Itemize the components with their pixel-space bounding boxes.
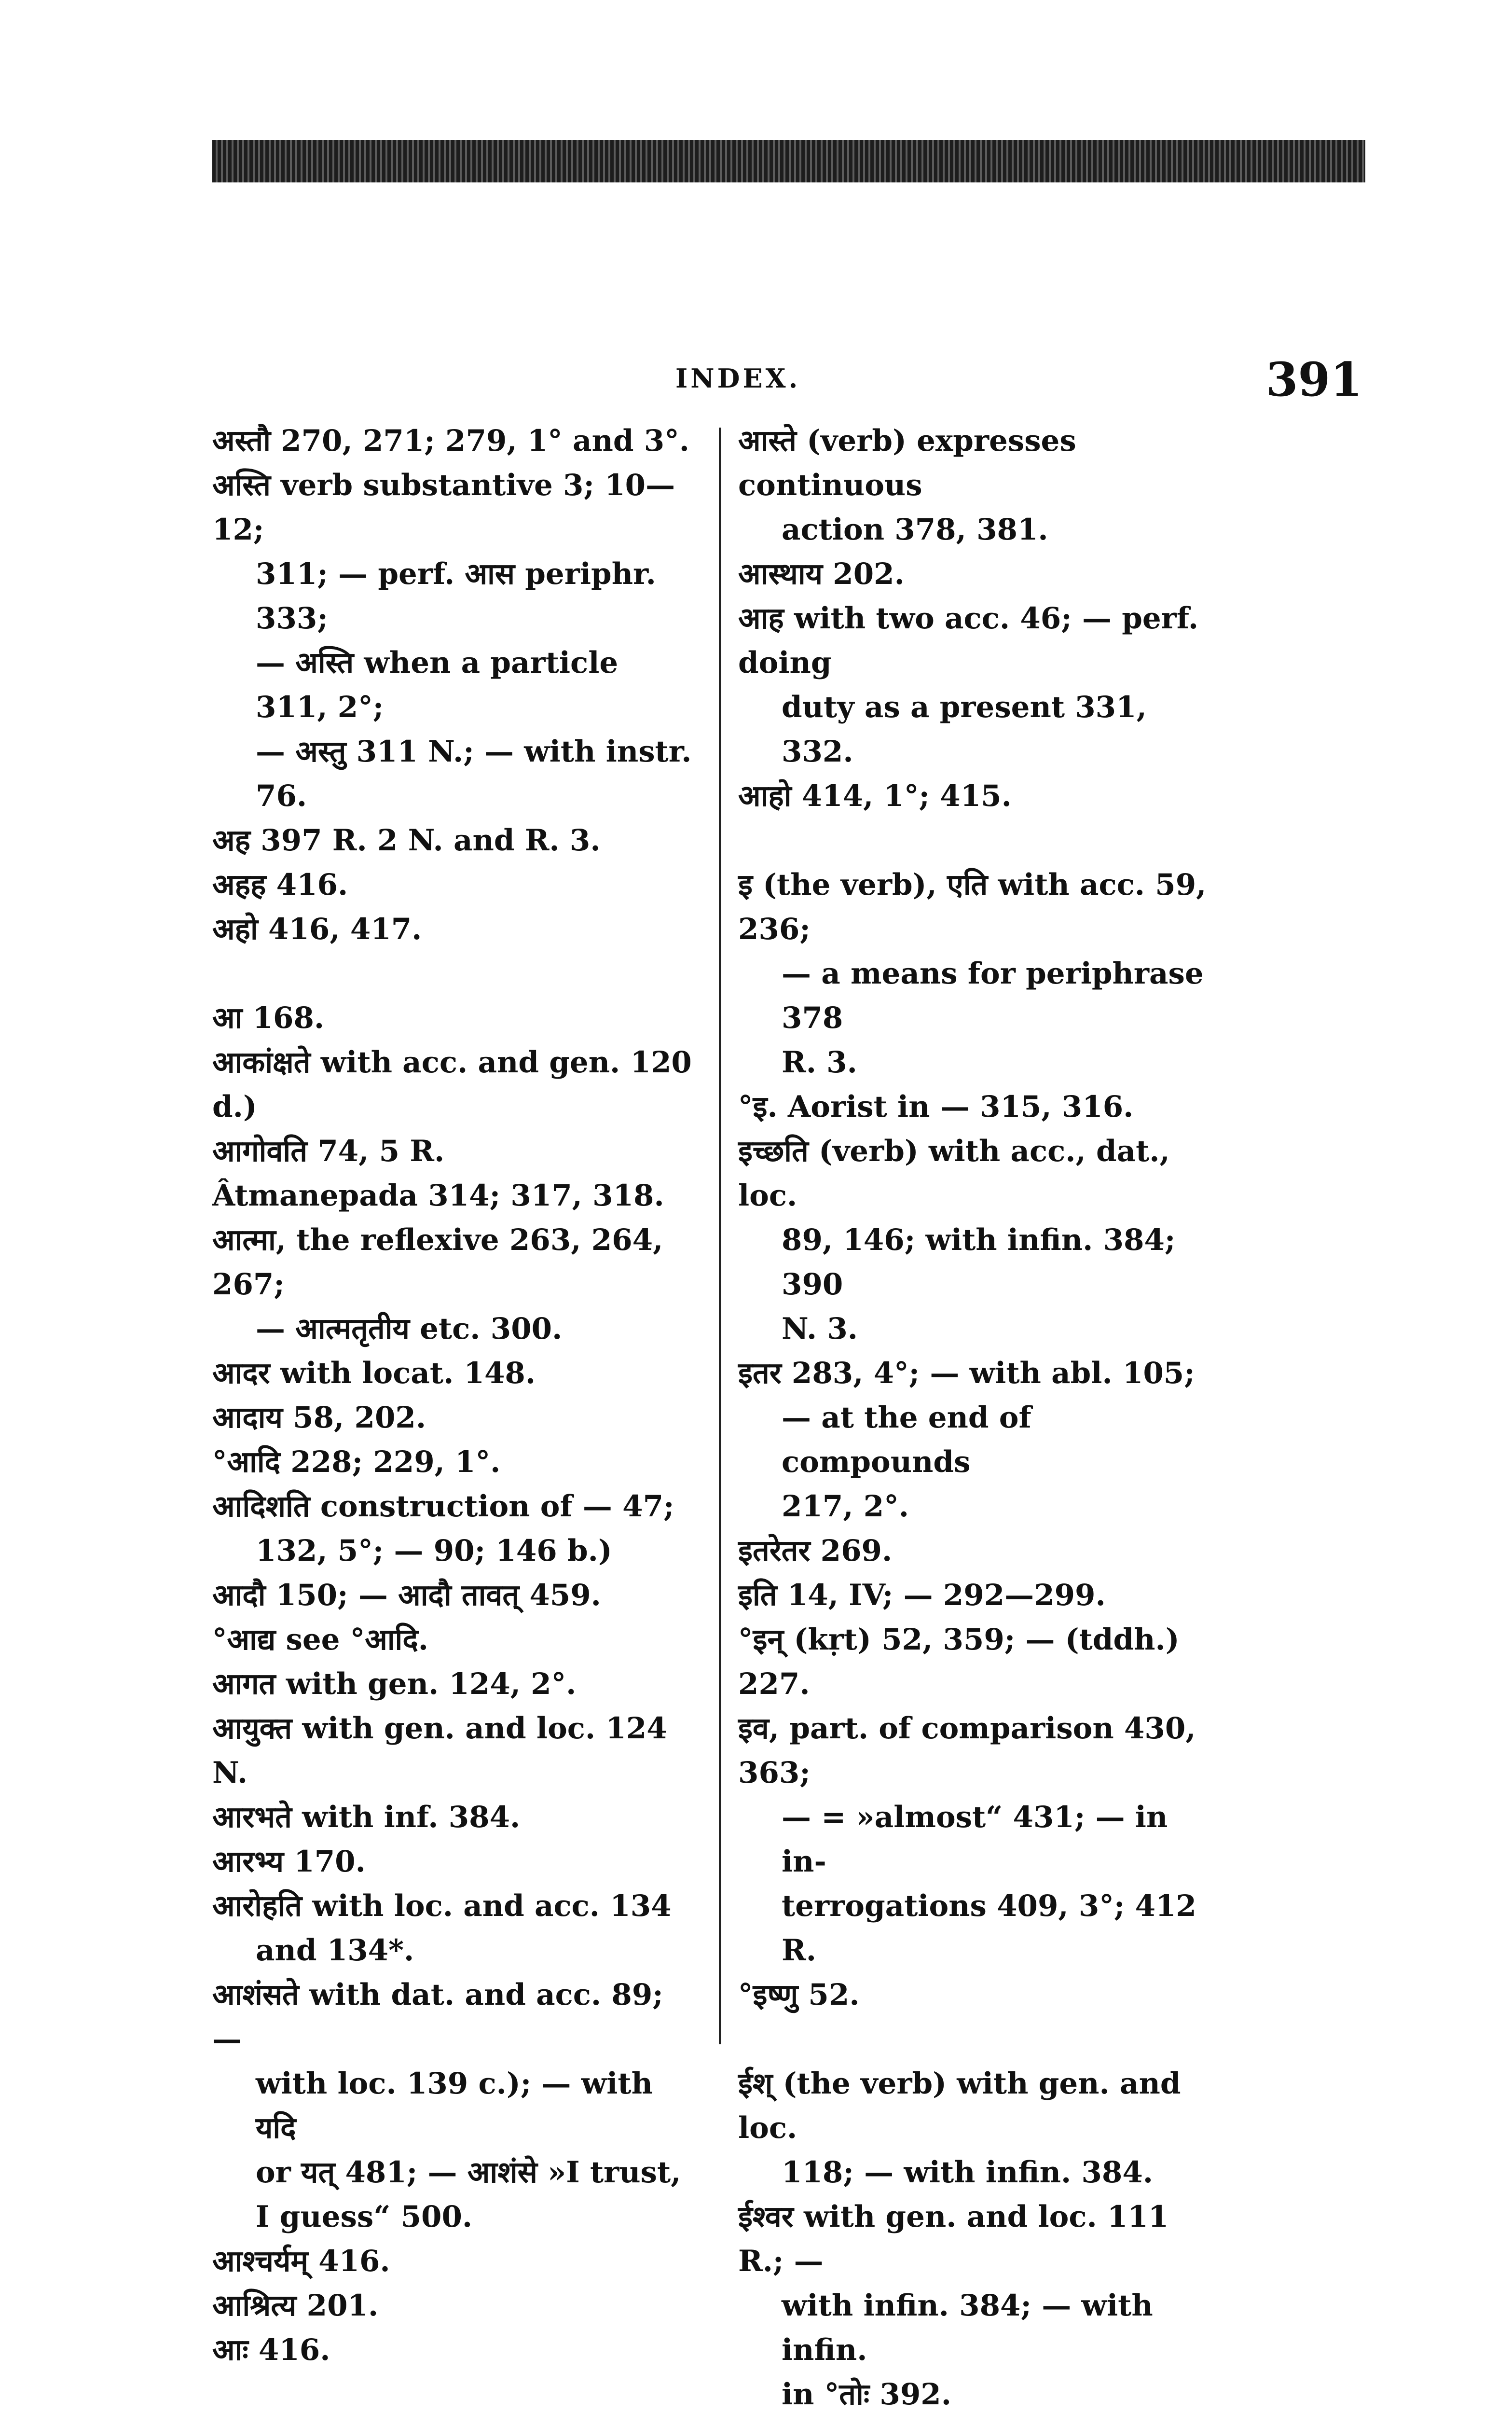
index-entry [738, 1529, 1221, 1573]
index-entry-head: इतरेतर 269. [738, 1534, 893, 1568]
index-entry [212, 1484, 695, 1573]
index-entry [212, 2239, 695, 2284]
index-entry-continuation: duty as a present 331, 332. [782, 690, 1147, 769]
column-divider [719, 428, 721, 2044]
index-entry [738, 1129, 1221, 1351]
index-entry-continuation: R. 3. [782, 1045, 857, 1080]
index-entry-head: अहो 416, 417. [212, 912, 422, 946]
entry-group-gap [738, 2017, 1221, 2062]
index-entry [212, 419, 695, 463]
index-entry-head: °इष्णु 52. [738, 1978, 860, 2012]
index-entry-continuation: terrogations 409, 3°; 412 R. [782, 1889, 1196, 1968]
index-entry [212, 1573, 695, 1618]
index-entry [738, 1351, 1221, 1529]
index-entry-continuation: with loc. 139 c.); — with यदि [256, 2066, 653, 2145]
index-entry-continuation: I guess“ 500. [256, 2200, 473, 2234]
index-entry-head: आगत with gen. 124, 2°. [212, 1667, 577, 1701]
index-entry-continuation: — a means for periphrase 378 [782, 957, 1204, 1035]
index-entry-head: इतर 283, 4°; — with abl. 105; [738, 1356, 1195, 1390]
index-entry-head: आयुक्त with gen. and loc. 124 N. [212, 1711, 667, 1790]
top-rule-bar [212, 140, 1365, 182]
index-entry-head: आदाय 58, 202. [212, 1401, 426, 1435]
index-entry-head: ईश् (the verb) with gen. and loc. [738, 2066, 1181, 2145]
index-entry-head: आगोवति 74, 5 R. [212, 1134, 445, 1168]
index-entry [212, 1440, 695, 1484]
index-entry [212, 1662, 695, 1706]
index-entry-continuation: — अस्तु 311 N.; — with instr. [256, 735, 692, 769]
index-entry-continuation: and 134*. [256, 1933, 414, 1968]
index-entry-head: अस्ति verb substantive 3; 10—12; [212, 468, 675, 547]
index-entry-head: आ 168. [212, 1001, 325, 1035]
index-entry-continuation: 311; — perf. आस periphr. 333; [256, 557, 656, 636]
index-entry [212, 1884, 695, 1973]
index-entry [212, 1174, 695, 1218]
index-entry [212, 463, 695, 818]
index-entry-head: इ (the verb), एति with acc. 59, 236; [738, 868, 1207, 946]
index-entry-head: अस्तौ 270, 271; 279, 1° and 3°. [212, 424, 689, 458]
index-entry-head: आश्चर्यम् 416. [212, 2244, 390, 2278]
index-entry-continuation: with infin. 384; — with infin. [782, 2288, 1153, 2367]
index-entry-head: आहो 414, 1°; 415. [738, 779, 1012, 813]
entry-group-gap [212, 952, 695, 996]
index-entry-head: आरभते with inf. 384. [212, 1800, 521, 1834]
index-entry-head: आशंसते with dat. and acc. 89; — [212, 1978, 663, 2056]
index-entry [212, 1218, 695, 1351]
index-entry-head: ईश्वर with gen. and loc. 111 R.; — [738, 2200, 1169, 2278]
index-entry [212, 1618, 695, 1662]
index-entry-continuation: or यत् 481; — आशंसे »I trust, [256, 2155, 681, 2190]
index-entry [738, 419, 1221, 552]
index-entry-head: °आदि 228; 229, 1°. [212, 1445, 501, 1479]
index-entry-head: आः 416. [212, 2333, 330, 2367]
index-entry [212, 1795, 695, 1840]
index-entry-head: Âtmanepada 314; 317, 318. [212, 1179, 664, 1213]
index-entry [212, 1840, 695, 1884]
index-entry-head: इति 14, IV; — 292—299. [738, 1578, 1106, 1612]
index-entry [738, 1085, 1221, 1129]
index-entry-head: °आद्य see °आदि. [212, 1623, 428, 1657]
index-entry [212, 996, 695, 1040]
index-entry-head: आरभ्य 170. [212, 1844, 366, 1879]
index-entry-head: आश्रित्य 201. [212, 2288, 379, 2323]
index-entry-continuation: 76. [256, 779, 307, 813]
index-column-right [738, 419, 1221, 2413]
index-entry-continuation: — = »almost“ 431; — in in- [782, 1800, 1168, 1879]
index-entry-continuation: N. 3. [782, 1312, 858, 1346]
index-entry-head: इच्छति (verb) with acc., dat., loc. [738, 1134, 1170, 1213]
index-entry-continuation: in °तोः 392. [782, 2377, 951, 2412]
index-entry [738, 2195, 1221, 2413]
index-entry-head: आह with two acc. 46; — perf. doing [738, 601, 1199, 680]
index-entry-continuation: 118; — with infin. 384. [782, 2155, 1154, 2190]
index-entry [738, 2062, 1221, 2195]
index-entry [738, 863, 1221, 1085]
index-entry-continuation: 89, 146; with infin. 384; 390 [782, 1223, 1176, 1302]
index-entry [738, 1618, 1221, 1706]
index-entry-continuation: — आत्मतृतीय etc. 300. [256, 1312, 563, 1346]
entry-group-gap [738, 818, 1221, 863]
index-entry [212, 1973, 695, 2239]
index-entry [212, 1040, 695, 1129]
index-entry [738, 774, 1221, 818]
index-entry-head: °इन् (kṛt) 52, 359; — (tddh.) 227. [738, 1623, 1180, 1701]
index-entry [212, 818, 695, 863]
index-entry [212, 907, 695, 952]
index-entry [738, 1573, 1221, 1618]
index-column-left [212, 419, 695, 2372]
index-entry-head: आस्थाय 202. [738, 557, 905, 591]
index-entry-head: आकांक्षते with acc. and gen. 120 d.) [212, 1045, 692, 1124]
index-entry-continuation: — at the end of compounds [782, 1401, 1031, 1479]
index-entry-head: आदिशति construction of — 47; [212, 1489, 674, 1524]
index-entry-head: अहह 416. [212, 868, 348, 902]
index-entry [212, 863, 695, 907]
index-entry-head: अह 397 R. 2 N. and R. 3. [212, 823, 601, 858]
index-entry-continuation: 217, 2°. [782, 1489, 909, 1524]
index-entry-continuation: action 378, 381. [782, 513, 1048, 547]
index-entry [738, 1973, 1221, 2017]
index-entry [212, 2328, 695, 2372]
index-entry-head: आदर with locat. 148. [212, 1356, 536, 1390]
page-number: 391 [1265, 352, 1362, 407]
index-entry [212, 2284, 695, 2328]
index-entry-head: आदौ 150; — आदौ तावत् 459. [212, 1578, 601, 1612]
index-entry-head: आत्मा, the reflexive 263, 264, 267; [212, 1223, 663, 1302]
index-entry-continuation: — अस्ति when a particle 311, 2°; [256, 646, 619, 724]
index-entry [212, 1129, 695, 1174]
index-entry-head: आरोहति with loc. and acc. 134 [212, 1889, 672, 1923]
index-entry [212, 1396, 695, 1440]
index-entry-head: इव, part. of comparison 430, 363; [738, 1711, 1196, 1790]
index-entry [212, 1706, 695, 1795]
index-entry [738, 596, 1221, 774]
running-head [0, 352, 1512, 410]
index-entry-head: °इ. Aorist in — 315, 316. [738, 1090, 1134, 1124]
index-entry [738, 1706, 1221, 1973]
page-title: INDEX. [675, 363, 801, 394]
index-entry [212, 1351, 695, 1396]
index-entry-head: आस्ते (verb) expresses continuous [738, 424, 1076, 502]
index-entry [738, 552, 1221, 596]
index-entry-continuation: 132, 5°; — 90; 146 b.) [256, 1534, 612, 1568]
